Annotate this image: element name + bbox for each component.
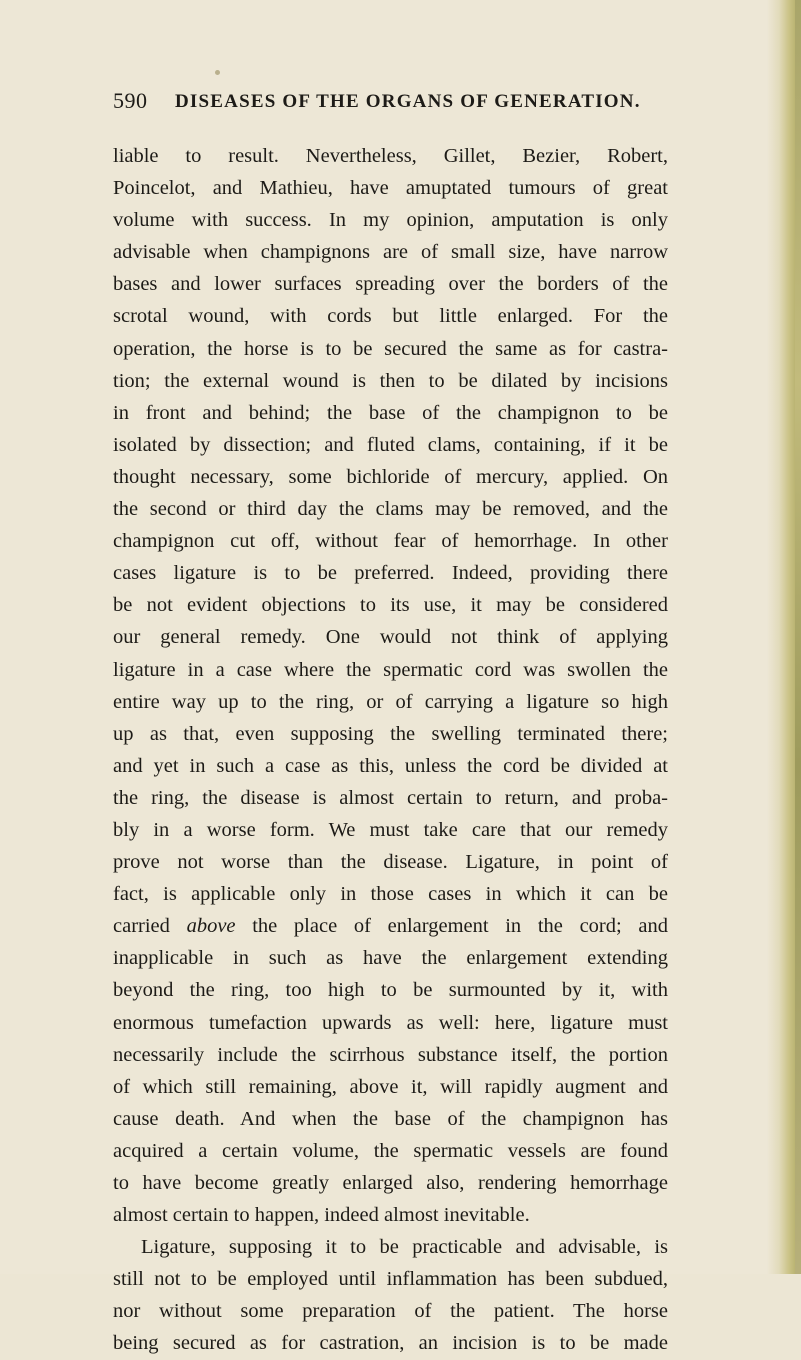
text-line: scrotal wound, with cords but little enlarged. For the xyxy=(113,305,668,328)
text-line: bases and lower surfaces spreading over the borders of the xyxy=(113,273,668,296)
text-line: ligature in a case where the spermatic cord was swollen the xyxy=(113,658,668,681)
text-line: be not evident objections to its use, it may be considered xyxy=(113,594,668,617)
text-line: fact, is applicable only in those cases in which it can be xyxy=(113,883,668,906)
text-line: volume with success. In my opinion, amputation is only xyxy=(113,209,668,232)
text-line: champignon cut off, without fear of hemorrhage. In other xyxy=(113,530,668,553)
text-line: Ligature, supposing it to be practicable and advisable, is xyxy=(141,1236,668,1259)
text-line: advisable when champignons are of small size, have narrow xyxy=(113,241,668,264)
text-line: to have become greatly enlarged also, rendering hemorrhage xyxy=(113,1172,668,1194)
text-line: Poincelot, and Mathieu, have amuptated tumours of great xyxy=(113,177,668,200)
page-number: 590 xyxy=(113,88,148,113)
text-line: bly in a worse form. We must take care that our remedy xyxy=(113,818,668,841)
text-line: our general remedy. One would not think of applying xyxy=(113,626,668,649)
text-line: almost certain to happen, indeed almost inevitable. xyxy=(113,1204,530,1227)
text-fragment: carried xyxy=(113,915,187,938)
text-line: entire way up to the ring, or of carrying a ligature so high xyxy=(113,690,668,713)
text-line: nor without some preparation of the patient. The horse xyxy=(113,1300,668,1323)
text-line: necessarily include the scirrhous substance itself, the portion xyxy=(113,1043,668,1066)
text-fragment: the place of enlargement in the cord; and xyxy=(235,915,668,938)
text-line: tion; the external wound is then to be dilated by incisions xyxy=(113,369,668,392)
text-line: enormous tumefaction upwards as well: here, ligature must xyxy=(113,1011,668,1034)
text-line: and yet in such a case as this, unless the cord be divided at xyxy=(113,754,668,777)
text-line: beyond the ring, too high to be surmounted by it, with xyxy=(113,979,668,1002)
page-edge xyxy=(795,0,801,1274)
text-line: isolated by dissection; and fluted clams, containing, if it be xyxy=(113,433,668,456)
text-line xyxy=(113,910,668,942)
text-line: thought necessary, some bichloride of mercury, applied. On xyxy=(113,465,668,488)
text-line: operation, the horse is to be secured the same as for castra- xyxy=(113,337,668,360)
paper-speck xyxy=(215,70,220,75)
text-line: cause death. And when the base of the champignon has xyxy=(113,1107,668,1130)
page-header xyxy=(113,88,653,118)
text-line: cases ligature is to be preferred. Indeed, providing there xyxy=(113,562,668,585)
text-line: of which still remaining, above it, will rapidly augment and xyxy=(113,1075,668,1098)
italic-word: above xyxy=(186,915,236,938)
text-line: prove not worse than the disease. Ligature, in point of xyxy=(113,851,668,874)
text-line: in front and behind; the base of the champignon to be xyxy=(113,401,668,424)
body-text xyxy=(113,140,668,1360)
text-line: up as that, even supposing the swelling terminated there; xyxy=(113,722,668,745)
text-line: the second or third day the clams may be removed, and the xyxy=(113,498,668,521)
text-line: being secured as for castration, an incision is to be made xyxy=(113,1332,668,1355)
text-line: liable to result. Nevertheless, Gillet, Bezier, Robert, xyxy=(113,145,668,167)
text-line: the ring, the disease is almost certain to return, and proba- xyxy=(113,786,668,809)
text-line: still not to be employed until inflammation has been subdued, xyxy=(113,1268,668,1291)
running-head: DISEASES OF THE ORGANS OF GENERATION. xyxy=(175,91,641,112)
text-line: inapplicable in such as have the enlargement extending xyxy=(113,947,668,970)
text-line: acquired a certain volume, the spermatic vessels are found xyxy=(113,1139,668,1162)
